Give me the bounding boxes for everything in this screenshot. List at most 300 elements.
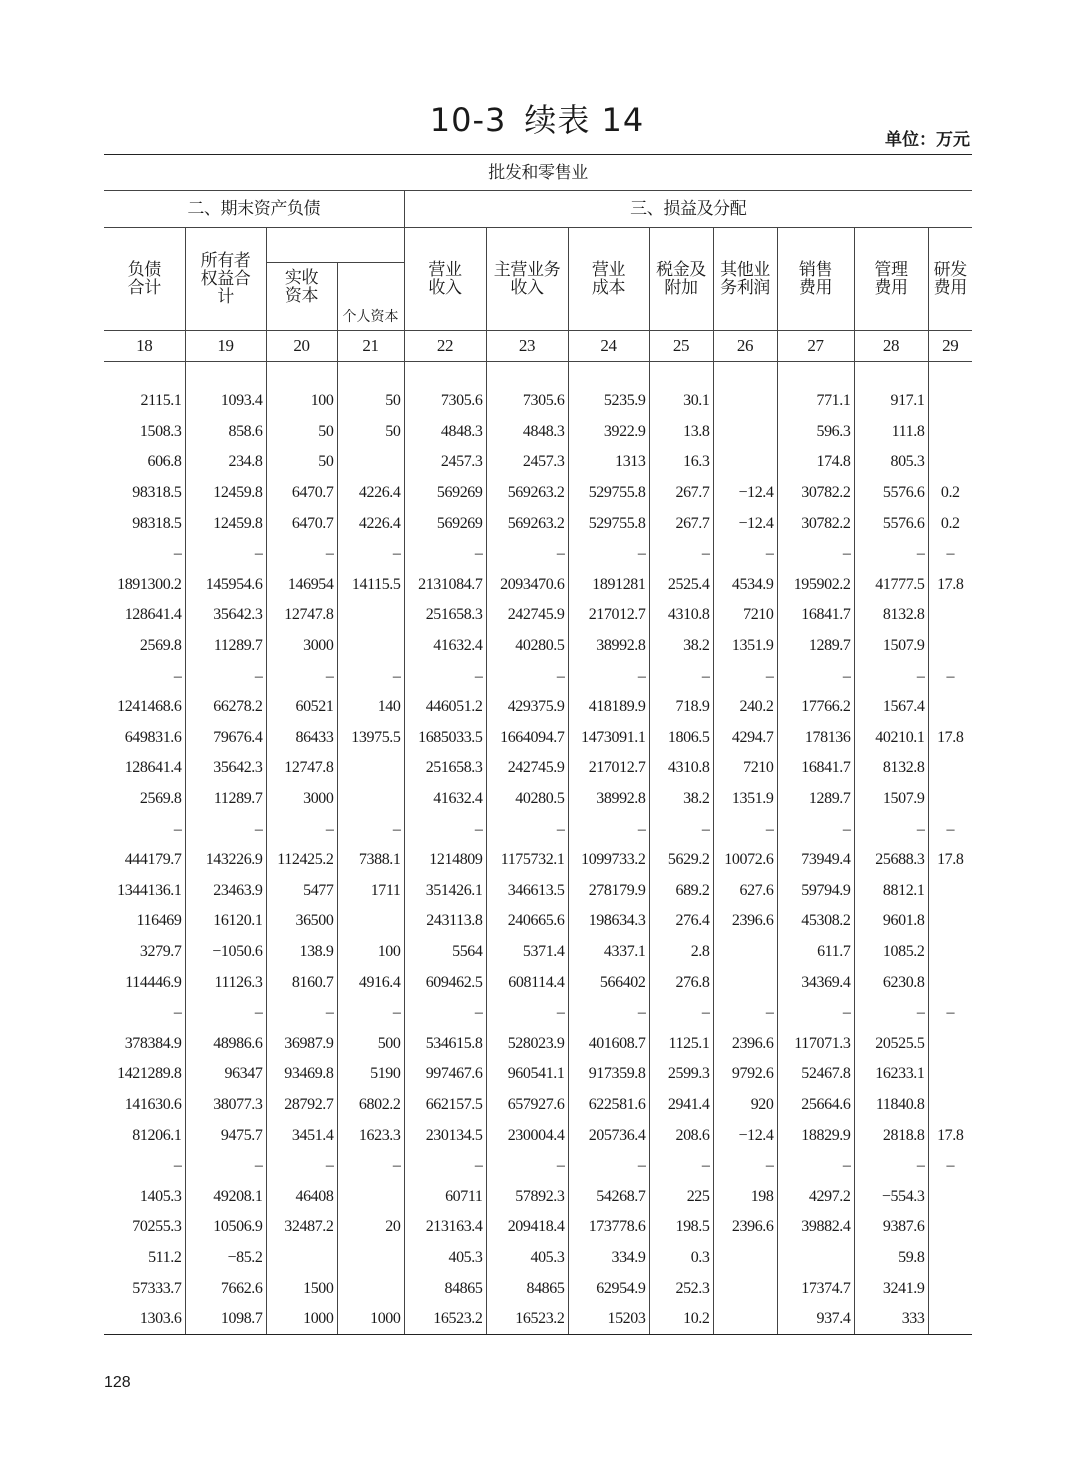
table-cell: −1050.6 — [185, 937, 266, 968]
table-cell: 1303.6 — [104, 1304, 185, 1335]
header-taxes-surcharges: 税金及附加 — [649, 228, 713, 331]
table-cell: 20 — [337, 1212, 404, 1243]
table-cell: 2396.6 — [713, 906, 777, 937]
table-cell: 4337.1 — [568, 937, 649, 968]
table-cell: 5629.2 — [649, 845, 713, 876]
table-cell — [928, 753, 972, 784]
table-cell: 41632.4 — [404, 631, 486, 662]
table-cell: 1473091.1 — [568, 723, 649, 754]
table-row — [104, 508, 972, 539]
table-cell: 267.7 — [649, 478, 713, 509]
table-cell: 38077.3 — [185, 1090, 266, 1121]
table-cell: 9475.7 — [185, 1120, 266, 1151]
table-row — [104, 753, 972, 784]
table-cell: 3241.9 — [854, 1273, 928, 1304]
table-cell: 1351.9 — [713, 631, 777, 662]
table-cell: 18829.9 — [777, 1120, 854, 1151]
table-cell: – — [173, 545, 182, 563]
table-cell: 98318.5 — [132, 484, 182, 502]
table-cell: 14115.5 — [337, 570, 404, 601]
column-number: 19 — [185, 331, 266, 362]
table-cell: −554.3 — [854, 1181, 928, 1212]
header-main-business-revenue: 主营业务收入 — [486, 228, 568, 331]
table-body — [104, 386, 972, 1335]
table-row — [104, 1304, 972, 1335]
table-cell: 401608.7 — [568, 1028, 649, 1059]
table-cell: 79676.4 — [185, 723, 266, 754]
table-cell: – — [713, 814, 777, 845]
table-cell — [713, 447, 777, 478]
table-cell: 198.5 — [649, 1212, 713, 1243]
table-cell: 45308.2 — [777, 906, 854, 937]
table-cell: 2457.3 — [486, 447, 568, 478]
table-cell: – — [854, 661, 928, 692]
table-cell: – — [337, 814, 404, 845]
table-cell — [713, 417, 777, 448]
table-cell: 173778.6 — [568, 1212, 649, 1243]
table-cell: 805.3 — [854, 447, 928, 478]
table-cell: 7305.6 — [404, 386, 486, 417]
table-cell: 429375.9 — [486, 692, 568, 723]
column-number: 29 — [928, 331, 972, 362]
table-row — [104, 600, 972, 631]
table-cell: 17.8 — [928, 723, 972, 754]
table-cell: 4848.3 — [486, 417, 568, 448]
table-cell: 2396.6 — [713, 1212, 777, 1243]
table-cell: 5564 — [404, 937, 486, 968]
table-name: 续表 14 — [524, 101, 645, 139]
table-cell — [928, 937, 972, 968]
table-cell: 1500 — [266, 1273, 337, 1304]
table-cell: 4297.2 — [777, 1181, 854, 1212]
industry-header: 批发和零售业 — [104, 155, 972, 191]
table-cell: 16120.1 — [185, 906, 266, 937]
table-cell: −12.4 — [713, 508, 777, 539]
table-cell: – — [486, 814, 568, 845]
table-cell: 1085.2 — [854, 937, 928, 968]
table-cell: 30782.2 — [777, 478, 854, 509]
header-capital-group — [266, 228, 404, 263]
table-cell: 60521 — [266, 692, 337, 723]
table-cell: 1567.4 — [854, 692, 928, 723]
table-cell: 174.8 — [777, 447, 854, 478]
table-cell: 1175732.1 — [486, 845, 568, 876]
table-cell: 1098.7 — [185, 1304, 266, 1335]
table-cell: – — [649, 1151, 713, 1182]
table-cell: 98318.5 — [132, 514, 182, 532]
page-number: 128 — [104, 1374, 131, 1391]
table-row — [104, 478, 972, 509]
table-cell: 40280.5 — [486, 631, 568, 662]
table-cell: – — [777, 539, 854, 570]
header-selling-expenses: 销售费用 — [777, 228, 854, 331]
table-cell: – — [486, 539, 568, 570]
table-cell: 622581.6 — [568, 1090, 649, 1121]
table-cell: 16.3 — [649, 447, 713, 478]
table-cell — [928, 386, 972, 417]
table-cell: 1351.9 — [713, 784, 777, 815]
table-cell: 12747.8 — [266, 753, 337, 784]
unit-label: 单位：万元 — [885, 130, 970, 150]
table-cell: 217012.7 — [568, 600, 649, 631]
table-cell: 10072.6 — [713, 845, 777, 876]
table-cell: – — [568, 539, 649, 570]
table-cell — [337, 1273, 404, 1304]
table-cell: 0.2 — [928, 508, 972, 539]
table-row — [104, 1273, 972, 1304]
table-cell: 195902.2 — [777, 570, 854, 601]
table-cell: 13975.5 — [337, 723, 404, 754]
table-cell: 1289.7 — [777, 631, 854, 662]
table-cell: 251658.3 — [404, 600, 486, 631]
table-cell: 351426.1 — [404, 876, 486, 907]
table-cell: 1623.3 — [337, 1120, 404, 1151]
table-cell: 418189.9 — [568, 692, 649, 723]
table-cell: 8812.1 — [854, 876, 928, 907]
table-row — [104, 937, 972, 968]
table-cell: 608114.4 — [486, 967, 568, 998]
table-cell — [928, 1028, 972, 1059]
table-cell: – — [404, 814, 486, 845]
table-row — [104, 845, 972, 876]
group-header-balance: 二、期末资产负债 — [104, 191, 404, 228]
table-cell: – — [568, 814, 649, 845]
table-cell: 62954.9 — [568, 1273, 649, 1304]
table-row — [104, 998, 972, 1029]
table-cell: 657927.6 — [486, 1090, 568, 1121]
table-cell: 84865 — [486, 1273, 568, 1304]
table-cell: 2093470.6 — [486, 570, 568, 601]
table-cell: 405.3 — [486, 1243, 568, 1274]
table-row — [104, 631, 972, 662]
table-cell: 500 — [337, 1028, 404, 1059]
table-cell: 2131084.7 — [404, 570, 486, 601]
table-cell: 57333.7 — [132, 1279, 182, 1297]
table-cell: 39882.4 — [777, 1212, 854, 1243]
table-cell: 10.2 — [649, 1304, 713, 1335]
table-cell: 16841.7 — [777, 600, 854, 631]
table-cell: 529755.8 — [568, 478, 649, 509]
table-cell: 46408 — [266, 1181, 337, 1212]
table-cell: – — [266, 661, 337, 692]
table-cell — [713, 1243, 777, 1274]
table-cell: 38.2 — [649, 631, 713, 662]
table-cell: – — [337, 539, 404, 570]
table-cell: 5190 — [337, 1059, 404, 1090]
table-row — [104, 906, 972, 937]
table-cell: 242745.9 — [486, 753, 568, 784]
table-row — [104, 1028, 972, 1059]
table-cell: 405.3 — [404, 1243, 486, 1274]
table-cell — [928, 967, 972, 998]
table-cell: – — [185, 998, 266, 1029]
table-cell: 209418.4 — [486, 1212, 568, 1243]
table-cell — [928, 631, 972, 662]
table-row — [104, 1181, 972, 1212]
table-cell: 6230.8 — [854, 967, 928, 998]
table-cell: 1241468.6 — [117, 698, 182, 716]
table-cell — [337, 631, 404, 662]
table-cell: – — [266, 1151, 337, 1182]
table-cell: 1313 — [568, 447, 649, 478]
table-cell: 1507.9 — [854, 784, 928, 815]
table-cell: 60711 — [404, 1181, 486, 1212]
table-cell: 2115.1 — [140, 392, 182, 410]
header-admin-expenses: 管理费用 — [854, 228, 928, 331]
table-cell: 1685033.5 — [404, 723, 486, 754]
table-cell: – — [185, 814, 266, 845]
table-cell: 81206.1 — [132, 1126, 182, 1144]
table-cell: 59794.9 — [777, 876, 854, 907]
table-cell: 3451.4 — [266, 1120, 337, 1151]
table-cell: – — [404, 539, 486, 570]
table-cell: – — [777, 1151, 854, 1182]
table-cell: 73949.4 — [777, 845, 854, 876]
table-cell: 50 — [337, 417, 404, 448]
table-cell: 30782.2 — [777, 508, 854, 539]
table-cell: 225 — [649, 1181, 713, 1212]
table-cell: – — [649, 539, 713, 570]
table-cell: 937.4 — [777, 1304, 854, 1335]
table-cell: 30.1 — [649, 386, 713, 417]
table-cell: – — [649, 814, 713, 845]
table-cell: 2.8 — [649, 937, 713, 968]
table-cell: 234.8 — [185, 447, 266, 478]
table-cell: – — [486, 1151, 568, 1182]
table-cell: 4310.8 — [649, 753, 713, 784]
table-cell: – — [928, 539, 972, 570]
table-cell: 205736.4 — [568, 1120, 649, 1151]
table-cell: 54268.7 — [568, 1181, 649, 1212]
table-cell: 528023.9 — [486, 1028, 568, 1059]
table-cell: – — [928, 814, 972, 845]
table-cell: 611.7 — [777, 937, 854, 968]
table-cell: 334.9 — [568, 1243, 649, 1274]
header-owners-equity-total: 所有者权益合计 — [185, 228, 266, 331]
table-row — [104, 661, 972, 692]
table-cell: 8160.7 — [266, 967, 337, 998]
table-cell: 12459.8 — [185, 478, 266, 509]
spacer-row — [104, 362, 972, 387]
table-cell: – — [404, 1151, 486, 1182]
table-cell: 13.8 — [649, 417, 713, 448]
table-cell: 9387.6 — [854, 1212, 928, 1243]
table-cell: – — [777, 998, 854, 1029]
table-cell: 267.7 — [649, 508, 713, 539]
table-cell: 41777.5 — [854, 570, 928, 601]
table-cell: 12459.8 — [185, 508, 266, 539]
table-cell: 252.3 — [649, 1273, 713, 1304]
table-cell: 114446.9 — [125, 973, 182, 991]
table-cell: 569263.2 — [486, 508, 568, 539]
table-cell: 23463.9 — [185, 876, 266, 907]
table-cell: 3922.9 — [568, 417, 649, 448]
table-cell — [928, 417, 972, 448]
table-cell — [928, 784, 972, 815]
table-cell: 1214809 — [404, 845, 486, 876]
table-cell: 217012.7 — [568, 753, 649, 784]
table-cell: – — [713, 661, 777, 692]
header-other-business-profit: 其他业务利润 — [713, 228, 777, 331]
table-cell: 609462.5 — [404, 967, 486, 998]
table-cell: 240.2 — [713, 692, 777, 723]
table-row — [104, 1151, 972, 1182]
table-cell: 35642.3 — [185, 753, 266, 784]
table-cell: 1806.5 — [649, 723, 713, 754]
column-number: 26 — [713, 331, 777, 362]
table-cell: 240665.6 — [486, 906, 568, 937]
table-cell: 2599.3 — [649, 1059, 713, 1090]
table-cell: 213163.4 — [404, 1212, 486, 1243]
table-cell: 49208.1 — [185, 1181, 266, 1212]
table-cell: 36500 — [266, 906, 337, 937]
table-cell: 5371.4 — [486, 937, 568, 968]
table-cell: 48986.6 — [185, 1028, 266, 1059]
table-cell: 40210.1 — [854, 723, 928, 754]
table-cell: 50 — [266, 417, 337, 448]
table-cell — [337, 600, 404, 631]
table-cell: 242745.9 — [486, 600, 568, 631]
table-cell — [928, 692, 972, 723]
table-cell — [337, 784, 404, 815]
table-cell: 57892.3 — [486, 1181, 568, 1212]
group-header-profit: 三、损益及分配 — [404, 191, 972, 228]
table-cell: 2569.8 — [139, 637, 182, 655]
table-cell: 689.2 — [649, 876, 713, 907]
table-cell — [337, 906, 404, 937]
table-cell: 16523.2 — [486, 1304, 568, 1335]
table-cell: 997467.6 — [404, 1059, 486, 1090]
table-cell — [713, 967, 777, 998]
table-cell: −12.4 — [713, 1120, 777, 1151]
table-cell: 4848.3 — [404, 417, 486, 448]
table-cell: 230004.4 — [486, 1120, 568, 1151]
table-cell: 5576.6 — [854, 478, 928, 509]
column-number: 18 — [104, 331, 185, 362]
table-cell: 70255.3 — [132, 1218, 182, 1236]
table-row — [104, 692, 972, 723]
table-row — [104, 723, 972, 754]
table-cell: – — [266, 814, 337, 845]
table-cell: 41632.4 — [404, 784, 486, 815]
table-cell: 7210 — [713, 753, 777, 784]
table-cell: 569269 — [404, 508, 486, 539]
table-cell: – — [928, 1151, 972, 1182]
table-cell: 11126.3 — [185, 967, 266, 998]
table-cell: 100 — [266, 386, 337, 417]
table-cell: 7662.6 — [185, 1273, 266, 1304]
table-cell: 511.2 — [148, 1248, 182, 1266]
table-cell: 20525.5 — [854, 1028, 928, 1059]
table-cell: 569269 — [404, 478, 486, 509]
header-liabilities-total: 负债合计 — [127, 260, 161, 297]
table-cell: 662157.5 — [404, 1090, 486, 1121]
table-cell: 920 — [713, 1090, 777, 1121]
table-cell: 35642.3 — [185, 600, 266, 631]
table-cell: 444179.7 — [124, 851, 182, 869]
table-cell: 1000 — [337, 1304, 404, 1335]
table-cell: 117071.3 — [777, 1028, 854, 1059]
table-row — [104, 1212, 972, 1243]
table-cell: – — [854, 539, 928, 570]
table-cell: 1289.7 — [777, 784, 854, 815]
statistics-table — [104, 154, 972, 1335]
table-cell: 112425.2 — [266, 845, 337, 876]
table-cell: 1507.9 — [854, 631, 928, 662]
table-cell: 243113.8 — [404, 906, 486, 937]
table-cell: 128641.4 — [124, 606, 182, 624]
table-cell: 1711 — [337, 876, 404, 907]
table-cell: 28792.7 — [266, 1090, 337, 1121]
table-row — [104, 1059, 972, 1090]
table-cell — [337, 447, 404, 478]
column-number: 21 — [337, 331, 404, 362]
table-cell: 569263.2 — [486, 478, 568, 509]
column-number: 20 — [266, 331, 337, 362]
table-cell: 146954 — [266, 570, 337, 601]
table-cell: 93469.8 — [266, 1059, 337, 1090]
table-cell: 346613.5 — [486, 876, 568, 907]
table-cell — [266, 1243, 337, 1274]
table-cell: – — [713, 1151, 777, 1182]
table-cell — [928, 1243, 972, 1274]
table-cell: −85.2 — [185, 1243, 266, 1274]
table-row — [104, 1090, 972, 1121]
table-cell: – — [777, 814, 854, 845]
table-cell: 9601.8 — [854, 906, 928, 937]
table-cell: 38992.8 — [568, 631, 649, 662]
table-cell: – — [854, 1151, 928, 1182]
table-cell: 276.4 — [649, 906, 713, 937]
table-cell: 138.9 — [266, 937, 337, 968]
table-cell — [928, 1273, 972, 1304]
table-cell: 17.8 — [928, 845, 972, 876]
table-cell — [713, 1273, 777, 1304]
column-number: 24 — [568, 331, 649, 362]
table-cell: 627.6 — [713, 876, 777, 907]
table-cell: 1125.1 — [649, 1028, 713, 1059]
table-cell: 16841.7 — [777, 753, 854, 784]
table-cell: 2569.8 — [139, 790, 182, 808]
table-cell: 178136 — [777, 723, 854, 754]
table-cell: 0.2 — [928, 478, 972, 509]
table-cell: 34369.4 — [777, 967, 854, 998]
table-cell: 15203 — [568, 1304, 649, 1335]
table-cell: 2941.4 — [649, 1090, 713, 1121]
table-cell: 0.3 — [649, 1243, 713, 1274]
table-cell — [928, 600, 972, 631]
table-cell: – — [185, 661, 266, 692]
table-cell: 2818.8 — [854, 1120, 928, 1151]
table-cell: – — [486, 661, 568, 692]
table-cell: 1000 — [266, 1304, 337, 1335]
table-cell: 4916.4 — [337, 967, 404, 998]
table-cell: – — [928, 998, 972, 1029]
table-cell: 1093.4 — [185, 386, 266, 417]
table-row — [104, 1120, 972, 1151]
table-cell — [928, 1059, 972, 1090]
table-cell: 7305.6 — [486, 386, 568, 417]
table-cell: 11289.7 — [185, 631, 266, 662]
table-cell — [337, 753, 404, 784]
table-cell: 917.1 — [854, 386, 928, 417]
table-cell: 11840.8 — [854, 1090, 928, 1121]
table-cell: 84865 — [404, 1273, 486, 1304]
table-cell: 8132.8 — [854, 753, 928, 784]
column-number-row — [104, 331, 972, 362]
table-cell: 534615.8 — [404, 1028, 486, 1059]
header-operating-revenue: 营业收入 — [404, 228, 486, 331]
